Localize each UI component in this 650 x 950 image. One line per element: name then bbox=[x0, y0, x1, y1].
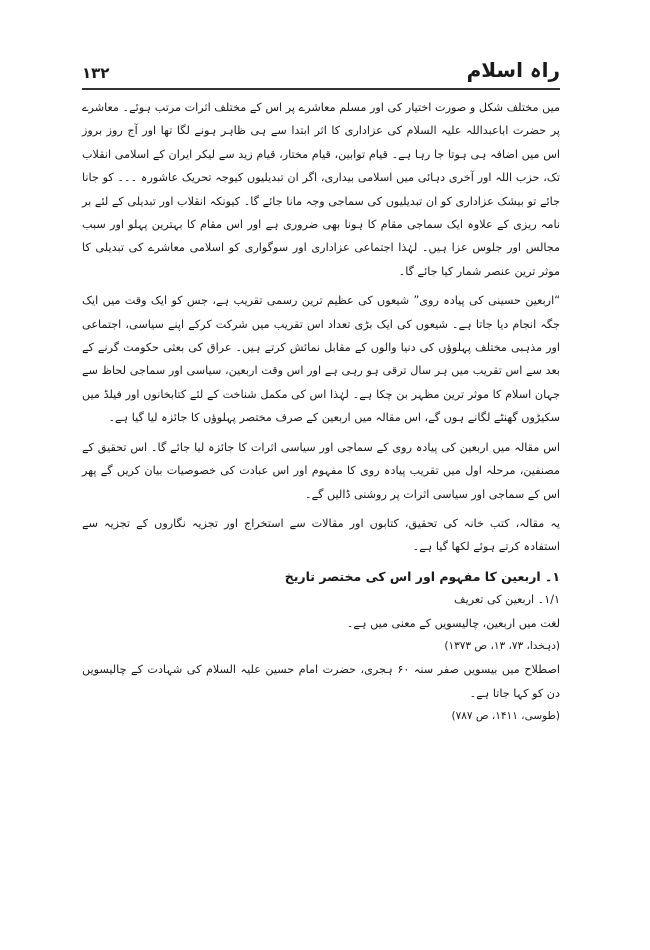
definition-line: لغت میں اربعین، چالیسویں کے معنی میں ہے۔ bbox=[346, 616, 560, 630]
citation: (طوسی، ۱۴۱۱، ص ۷۸۷) bbox=[451, 710, 560, 723]
paragraph: میں مختلف شکل و صورت اختیار کی اور مسلم معاشرے پر اس کے مختلف اثرات مرتب ہوئے۔ معاشرے پر حضرت اباعبداللہ علیہ السلام کی عزاداری کا اثر ابتدا سے ہی ظاہر ہونے لگا تھا اور آج روز بروز اس میں اضافہ ہی ہوتا جا رہا ہے۔ قیام توابین، قیام مختار، قیام زید سے لیکر ایران کے اسلامی انقلاب تک، حزب اللہ اور آخری دہائی میں اسلامی بیداری، اگر ان تبدیلیوں کیوجہ تحریک عاشورہ ۔۔۔ کو جانا جائے تو بیشک عزاداری کو ان تبدیلیوں کی سماجی وجہ مانا جائے گا۔ کیونکہ انقلاب اور تبدیلی کے لئے بر نامہ ریزی کے علاوہ ایک سماجی مقام کا ہونا بھی ضروری ہے اور اس مقام کا بہترین پہلو اور سبب مجالس اور جلوس عزا ہیں۔ لہٰذا اجتماعی عزاداری اور سوگواری کو اسلامی معاشرے کی تبدیلی کا موثر ترین عنصر شمار کیا جائے گا۔ bbox=[82, 101, 560, 278]
body-text bbox=[82, 96, 560, 729]
running-head: راہ اسلام bbox=[466, 58, 560, 82]
section-heading: ۱۔ اربعین کا مفہوم اور اس کی مختصر تاریخ bbox=[284, 568, 560, 584]
paragraph: اس مقالہ میں اربعین کی پیادہ روی کے سماجی اور سیاسی اثرات کا جائزہ لیا جائے گا۔ اس تحقیق کے مصنفین، مرحلہ اول میں تقریب پیادہ روی کا مفہوم اور اس عبادت کی خصوصیات بیان کریں گے پھر اس کے سماجی اور سیاسی اثرات پر روشنی ڈالیں گے۔ bbox=[82, 440, 560, 501]
paragraph: “اربعین حسینی کی پیادہ روی” شیعوں کی عظیم ترین رسمی تقریب ہے، جس کو ایک وقت میں ایک جگہ انجام دیا جاتا ہے۔ شیعوں کی ایک بڑی تعداد اس تقریب میں شرکت کرکے اپنے سیاسی، اجتماعی اور مذہبی مختلف پہلوؤں کی دنیا والوں کے مقابل نمائش کرتے ہیں۔ عراق کی بعثی حکومت گرنے کے بعد سے اس تقریب میں ہر سال ترقی ہو رہی ہے اور اس وقت اربعین، سیاسی اور سماجی لحاظ سے جہان اسلام کا موثر ترین مظہر بن چکا ہے۔ لہٰذا اس کی مکمل شناخت کے لئے کتابخانوں اور فیلڈ میں سکیڑوں گھنٹے لگانے ہوں گے، اس مقالہ میں اربعین کے صرف مختصر پہلوؤں کا جائزہ لیا گیا ہے۔ bbox=[82, 294, 560, 425]
page-header bbox=[82, 58, 560, 88]
citation: (دہخدا، ۷۳، ۱۳، ص ۱۳۷۳) bbox=[444, 639, 560, 652]
header-rule bbox=[82, 88, 560, 90]
definition-paragraph: اصطلاح میں بیسویں صفر سنہ ۶۰ ہجری، حضرت امام حسین علیہ السلام کی شہادت کے چالیسویں دن کو کہا جاتا ہے۔ bbox=[82, 663, 560, 700]
page-number: ۱۳۲ bbox=[82, 64, 110, 82]
subsection-heading: ۱/۱۔ اربعین کی تعریف bbox=[454, 593, 560, 607]
paragraph: یہ مقالہ، کتب خانہ کی تحقیق، کتابوں اور مقالات سے استخراج اور تجزیہ نگاروں کے تجزیہ سے استفادہ کرتے ہوئے لکھا گیا ہے۔ bbox=[82, 516, 560, 554]
